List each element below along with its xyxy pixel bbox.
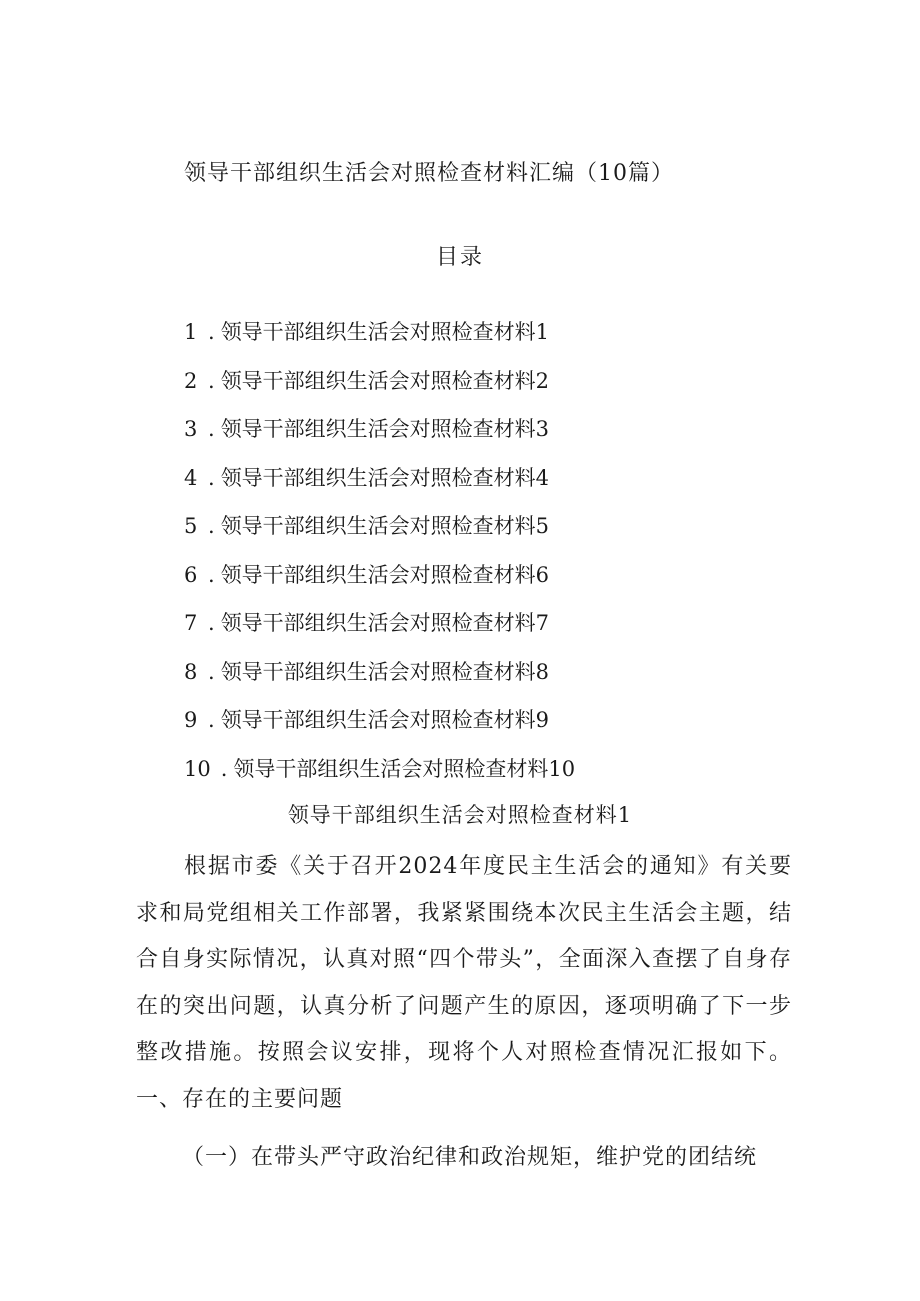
toc-item-number: 5 bbox=[184, 514, 198, 538]
sub-heading: （一）在带头严守政治纪律和政治规矩，维护党的团结统 bbox=[182, 1145, 758, 1170]
toc-item-separator: . bbox=[208, 417, 215, 441]
toc-item-number: 10 bbox=[184, 756, 211, 781]
toc-item[interactable] bbox=[184, 318, 575, 367]
toc-item-separator: . bbox=[208, 611, 215, 635]
body-paragraph: 根据市委《关于召开2024年度民主生活会的通知》有关要求和局党组相关工作部署，我紧紧围绕本次民主生活会主题，结合自身实际情况，认真对照“四个带头”，全面深入查摆了自身存在的突出问题，认真分析了问题产生的原因，逐项明确了下一步整改措施。按照会议安排，现将个人对照检查情况汇报如下。一、存在的主要问题 bbox=[136, 854, 792, 1112]
toc-item-number: 1 bbox=[184, 320, 198, 344]
toc-item[interactable] bbox=[184, 367, 575, 416]
toc-item-label: 领导干部组织生活会对照检查材料4 bbox=[220, 465, 550, 490]
toc-item-label: 领导干部组织生活会对照检查材料10 bbox=[233, 756, 576, 781]
toc-item-separator: . bbox=[208, 320, 215, 344]
toc-item-number: 7 bbox=[184, 611, 198, 635]
toc-item-number: 8 bbox=[184, 659, 198, 684]
section-title: 领导干部组织生活会对照检查材料1 bbox=[287, 803, 633, 827]
toc-item-separator: . bbox=[208, 659, 215, 684]
toc-item[interactable] bbox=[184, 755, 575, 804]
toc-item[interactable] bbox=[184, 464, 575, 513]
toc-item[interactable] bbox=[184, 706, 575, 755]
toc-item-label: 领导干部组织生活会对照检查材料3 bbox=[220, 417, 550, 441]
toc-item-label: 领导干部组织生活会对照检查材料6 bbox=[220, 562, 550, 587]
toc-item[interactable] bbox=[184, 561, 575, 610]
toc-item-separator: . bbox=[208, 708, 215, 732]
toc-item-separator: . bbox=[208, 514, 215, 538]
toc-heading: 目录 bbox=[435, 245, 484, 270]
toc-item-label: 领导干部组织生活会对照检查材料5 bbox=[220, 514, 550, 538]
toc-item-label: 领导干部组织生活会对照检查材料2 bbox=[220, 368, 550, 393]
toc-item[interactable] bbox=[184, 609, 575, 658]
toc-item-label: 领导干部组织生活会对照检查材料1 bbox=[220, 320, 550, 344]
toc-item-number: 2 bbox=[184, 368, 198, 393]
toc-item-number: 6 bbox=[184, 562, 198, 587]
toc-item-number: 3 bbox=[184, 417, 198, 441]
toc-item[interactable] bbox=[184, 512, 575, 561]
toc-item-separator: . bbox=[208, 368, 215, 393]
document-title: 领导干部组织生活会对照检查材料汇编（10篇） bbox=[184, 161, 674, 186]
toc-item-separator: . bbox=[208, 562, 215, 587]
toc-item-label: 领导干部组织生活会对照检查材料8 bbox=[220, 659, 550, 684]
toc-item-label: 领导干部组织生活会对照检查材料9 bbox=[220, 708, 550, 732]
toc-item-label: 领导干部组织生活会对照检查材料7 bbox=[220, 611, 550, 635]
toc-item[interactable] bbox=[184, 415, 575, 464]
toc-item[interactable] bbox=[184, 658, 575, 707]
toc-item-number: 9 bbox=[184, 708, 198, 732]
toc-item-separator: . bbox=[220, 756, 228, 781]
toc-item-number: 4 bbox=[184, 465, 198, 490]
table-of-contents bbox=[184, 318, 575, 803]
toc-item-separator: . bbox=[208, 465, 215, 490]
